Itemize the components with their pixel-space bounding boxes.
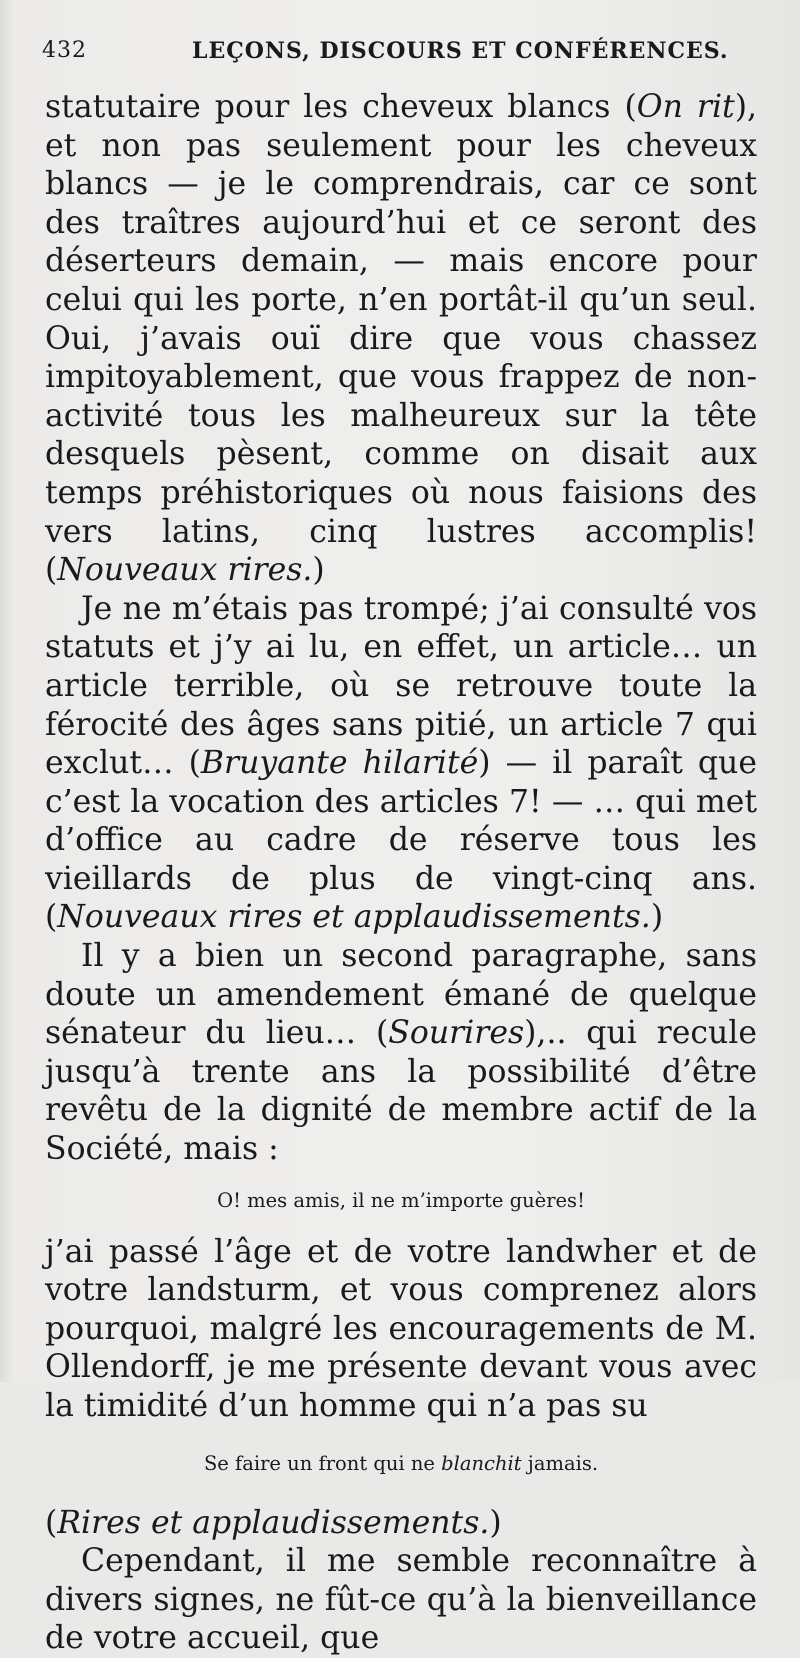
page-header [42, 38, 760, 78]
paragraph-3: Il y a bien un second paragraphe, sans doute un amendement émané de quelque sénateur du lieu… (Sourires),.. qui recule jusqu’à trente ans la possibilité d’être revêtu de la dignité de membre actif de la Société, mais : [45, 938, 757, 1168]
paragraph-2: Je ne m’étais pas trompé; j’ai consulté vos statuts et j’y ai lu, en effet, un article… un article terrible, où se retrouve toute la férocité des âges sans pitié, un article 7 qui exclut… (Bruyante hilarité) — il paraît que c’est la vocation des articles 7! — … qui met d’office au cadre de réserve tous les vieillards de plus de vingt-cinq ans. (Nouveaux rires et applaudissements.) [45, 590, 757, 936]
paragraph-5: (Rires et applaudissements.) [45, 1504, 502, 1541]
page-number: 432 [42, 38, 87, 63]
running-title: LEÇONS, DISCOURS ET CONFÉRENCES. [192, 38, 729, 64]
page-body [45, 88, 757, 1658]
verse-quote-2: Se faire un front qui ne blanchit jamais. [203, 1451, 599, 1475]
verse-quote-1: O! mes amis, il ne m’importe guères! [217, 1188, 585, 1212]
paragraph-4: j’ai passé l’âge et de votre landwher et de votre landsturm, et vous comprenez alors pourquoi, malgré les encouragements de M. Ollendorff, je me présente devant vous avec la timidité d’un homme qui n’a pas su [45, 1233, 757, 1424]
paragraph-1: statutaire pour les cheveux blancs (On rit), et non pas seulement pour les cheveux blancs — je le comprendrais, car ce sont des traîtres aujourd’hui et ce seront des déserteurs demain, — mais encore pour celui qui les porte, n’en portât-il qu’un seul. Oui, j’avais ouï dire que vous chassez impitoyablement, que vous frappez de non-activité tous les malheureux sur la tête desquels pèsent, comme on disait aux temps préhistoriques où nous faisions des vers latins, cinq lustres accomplis! (Nouveaux rires.) [45, 89, 757, 589]
paragraph-6: Cependant, il me semble reconnaître à divers signes, ne fût-ce qu’à la bienveillance de votre accueil, que [45, 1543, 757, 1657]
